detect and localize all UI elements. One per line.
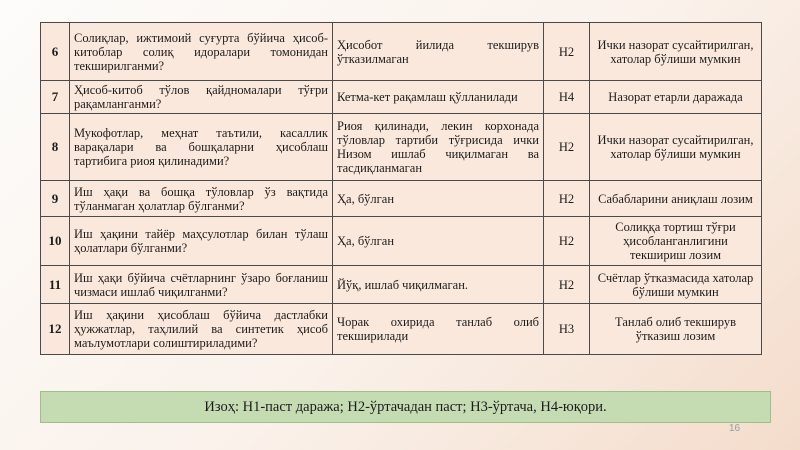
question-cell: Иш ҳақини тайёр маҳсулотлар билан тўлаш ҳолатлари бўлганми? [70, 217, 333, 266]
answer-cell: Ҳа, бўлган [333, 181, 544, 217]
table-row [41, 181, 762, 217]
comment-cell: Сабабларини аниқлаш лозим [590, 181, 762, 217]
legend-note [40, 391, 771, 423]
table-row [41, 304, 762, 355]
answer-cell: Риоя қилинади, лекин корхонада тўловлар тартиби тўғрисида ички Низом ишлаб чиқилмаган ва тасдиқланмаган [333, 114, 544, 181]
question-cell: Иш ҳақи ва бошқа тўловлар ўз вақтида тўланмаган ҳолатлар бўлганми? [70, 181, 333, 217]
answer-cell: Йўқ, ишлаб чиқилмаган. [333, 266, 544, 304]
row-number: 7 [41, 81, 70, 114]
row-number: 12 [41, 304, 70, 355]
question-cell: Мукофотлар, меҳнат таътили, касаллик варақалари ва бошқаларни ҳисоблаш тартибига риоя қилинадими? [70, 114, 333, 181]
page-number: 16 [729, 423, 741, 434]
comment-cell: Танлаб олиб текширув ўтказиш лозим [590, 304, 762, 355]
comment-cell: Ички назорат сусайтирилган, хатолар бўлиши мумкин [590, 23, 762, 81]
table-row [41, 81, 762, 114]
table-row [41, 217, 762, 266]
question-cell: Иш ҳақи бўйича счётларнинг ўзаро боғланиш чизмаси ишлаб чиқилганми? [70, 266, 333, 304]
row-number: 10 [41, 217, 70, 266]
table-row [41, 23, 762, 81]
row-number: 9 [41, 181, 70, 217]
question-cell: Солиқлар, ижтимоий суғурта бўйича ҳисоб-китоблар солиқ идоралари томонидан текширилганми? [70, 23, 333, 81]
comment-cell: Ички назорат сусайтирилган, хатолар бўлиши мумкин [590, 114, 762, 181]
risk-level-cell: Н2 [544, 217, 590, 266]
question-cell: Иш ҳақини ҳисоблаш бўйича дастлабки ҳужжатлар, таҳлилий ва синтетик ҳисоб маълумотлари солиштириладими? [70, 304, 333, 355]
table-row [41, 266, 762, 304]
row-number: 11 [41, 266, 70, 304]
risk-level-cell: Н2 [544, 114, 590, 181]
risk-level-cell: Н2 [544, 23, 590, 81]
table-body [41, 23, 762, 355]
row-number: 8 [41, 114, 70, 181]
row-number: 6 [41, 23, 70, 81]
comment-cell: Счётлар ўтказмасида хатолар бўлиши мумкин [590, 266, 762, 304]
risk-level-cell: Н2 [544, 181, 590, 217]
risk-level-cell: Н2 [544, 266, 590, 304]
comment-cell: Назорат етарли даражада [590, 81, 762, 114]
audit-table-container [40, 22, 761, 355]
answer-cell: Чорак охирида танлаб олиб текширилади [333, 304, 544, 355]
question-cell: Ҳисоб-китоб тўлов қайдномалари тўғри рақамланганми? [70, 81, 333, 114]
answer-cell: Ҳисобот йилида текширув ўтказилмаган [333, 23, 544, 81]
answer-cell: Ҳа, бўлган [333, 217, 544, 266]
risk-level-cell: Н4 [544, 81, 590, 114]
answer-cell: Кетма-кет рақамлаш қўлланилади [333, 81, 544, 114]
legend-note-text: Изоҳ: Н1-паст даража; Н2-ўртачадан паст; Н3-ўртача, Н4-юқори. [204, 398, 607, 415]
audit-table [40, 22, 762, 355]
risk-level-cell: Н3 [544, 304, 590, 355]
table-row [41, 114, 762, 181]
comment-cell: Солиққа тортиш тўғри ҳисобланганлигини текшириш лозим [590, 217, 762, 266]
